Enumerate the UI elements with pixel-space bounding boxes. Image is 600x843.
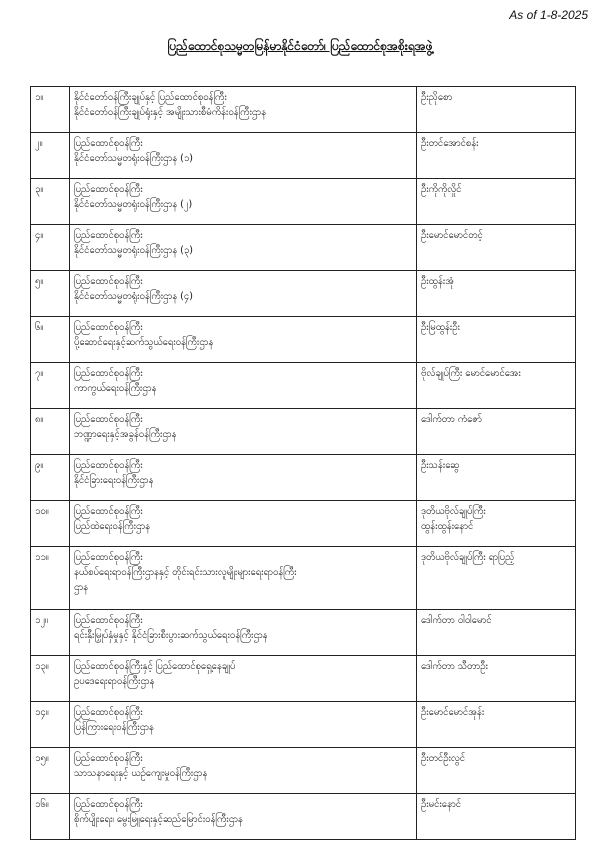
office-line: နိုင်ငံခြားရေးဝန်ကြီးဌာန [74, 475, 154, 486]
office-line: နိုင်ငံတော်သမ္မတရုံးဝန်ကြီးဌာန (၃) [74, 245, 193, 256]
minister-name: ဦးတင်ဦးလွင် [421, 753, 466, 764]
office-line: ဥပဒေရေးရာဝန်ကြီးဌာန [74, 676, 155, 687]
row-number: ၅။ [31, 271, 70, 317]
table-row [31, 271, 576, 317]
office-line: နိုင်ငံတော်သမ္မတရုံးဝန်ကြီးဌာန (၄) [74, 291, 193, 302]
row-number: ၂။ [31, 133, 70, 179]
minister-name-cell [417, 133, 576, 179]
minister-name-cell [417, 271, 576, 317]
minister-name-cell [417, 501, 576, 547]
minister-name-cell [417, 702, 576, 748]
minister-name-cell [417, 455, 576, 501]
table-row [31, 656, 576, 702]
minister-name-cell [417, 656, 576, 702]
minister-name: ဦးထွန်းအုံ [421, 276, 454, 287]
as-of-date: As of 1-8-2025 [509, 8, 588, 22]
table-row [31, 409, 576, 455]
row-number: ၉။ [31, 455, 70, 501]
office-line: ပြည်ထောင်စုဝန်ကြီး [74, 460, 143, 471]
row-number: ၁။ [31, 87, 70, 133]
office-line: နယ်စပ်ရေးရာဝန်ကြီးဌာနနှင့် တိုင်းရင်းသားလူမျိုးများရေးရာဝန်ကြီး [74, 567, 297, 578]
office-line: ပြည်ထောင်စုဝန်ကြီးနှင့် ပြည်ထောင်စုရှေ့နေချုပ် [74, 661, 236, 672]
table-row [31, 501, 576, 547]
minister-name-cell [417, 317, 576, 363]
row-number: ၈။ [31, 409, 70, 455]
office-line: နိုင်ငံတော်ဝန်ကြီးချုပ်ရုံးနှင့် အမျိုးသားစီမံကိန်းဝန်ကြီးဌာန [74, 107, 266, 118]
office-line: ပြည်ထောင်စုဝန်ကြီး [74, 707, 143, 718]
minister-name-cell [417, 87, 576, 133]
row-number: ၄။ [31, 225, 70, 271]
office-line: ပြည်ထောင်စုဝန်ကြီး [74, 184, 143, 195]
office-line: ဌာန [74, 582, 89, 593]
minister-name: ဦးညိုစော [421, 92, 453, 103]
table-row [31, 547, 576, 610]
minister-name: ထွန်းထွန်းနောင် [421, 521, 474, 532]
table-row [31, 702, 576, 748]
office-line: ရင်းနှီးမြှုပ်နှံမှုနှင့် နိုင်ငံခြားစီးပွားဆက်သွယ်ရေးဝန်ကြီးဌာန [74, 630, 268, 641]
table-row [31, 748, 576, 794]
row-number: ၁၄။ [31, 702, 70, 748]
minister-name-cell [417, 610, 576, 656]
row-number: ၃။ [31, 179, 70, 225]
office-line: ကာကွယ်ရေးဝန်ကြီးဌာန [74, 383, 157, 394]
office-cell [70, 87, 417, 133]
office-line: နိုင်ငံတော်ဝန်ကြီးချုပ်နှင့် ပြည်ထောင်စုဝန်ကြီး [74, 92, 227, 103]
minister-name: ဦးမောင်မောင်တင့် [421, 230, 483, 241]
office-line: ပြည်ထဲရေးဝန်ကြီးဌာန [74, 521, 151, 532]
office-line: ပြည်ထောင်စုဝန်ကြီး [74, 138, 143, 149]
minister-name: ဦးမြထွန်းဦး [421, 322, 460, 333]
row-number: ၇။ [31, 363, 70, 409]
minister-name-cell [417, 225, 576, 271]
row-number: ၁၁။ [31, 547, 70, 610]
office-line: ပြည်ထောင်စုဝန်ကြီး [74, 506, 143, 517]
office-cell [70, 133, 417, 179]
minister-name-cell [417, 179, 576, 225]
row-number: ၁၀။ [31, 501, 70, 547]
minister-name: ဒုတိယဗိုလ်ချုပ်ကြီး [421, 506, 486, 517]
row-number: ၁၃။ [31, 656, 70, 702]
office-cell [70, 317, 417, 363]
minister-name-cell [417, 363, 576, 409]
minister-name: ဒေါက်တာ သီတာဦး [421, 661, 488, 672]
minister-name: ဒေါက်တာ ဝါဝါမောင် [421, 615, 492, 626]
row-number: ၁၂။ [31, 610, 70, 656]
document-title: ပြည်ထောင်စုသမ္မတမြန်မာနိုင်ငံတော်၊ ပြည်ထောင်စုအစိုးရအဖွဲ့ [167, 39, 433, 53]
minister-name: ဦးကိုကိုလှိုင် [421, 184, 462, 195]
office-line: သာသနာရေးနှင့် ယဉ်ကျေးမှုဝန်ကြီးဌာန [74, 768, 208, 779]
minister-name: ဦးသန်းဆွေ [421, 460, 460, 471]
office-line: စိုက်ပျိုးရေး၊ မွေးမြူရေးနှင့်ဆည်မြောင်းဝန်ကြီးဌာန [74, 814, 243, 825]
office-cell [70, 225, 417, 271]
office-line: ပြည်ထောင်စုဝန်ကြီး [74, 552, 143, 563]
office-cell [70, 748, 417, 794]
minister-name: ဒုတိယဗိုလ်ချုပ်ကြီး ရာပြည့် [421, 552, 515, 563]
minister-name: ဦးမောင်မောင်အုန်း [421, 707, 485, 718]
office-line: ပို့ဆောင်ရေးနှင့်ဆက်သွယ်ရေးဝန်ကြီးဌာန [74, 337, 214, 348]
row-number: ၆။ [31, 317, 70, 363]
table-row [31, 794, 576, 840]
minister-name: ဦးတင်အောင်စန်း [421, 138, 479, 149]
office-cell [70, 610, 417, 656]
office-line: ပြည်ထောင်စုဝန်ကြီး [74, 753, 143, 764]
row-number: ၁၆။ [31, 794, 70, 840]
office-cell [70, 656, 417, 702]
office-line: နိုင်ငံတော်သမ္မတရုံးဝန်ကြီးဌာန (၁) [74, 153, 193, 164]
office-line: ပြည်ထောင်စုဝန်ကြီး [74, 322, 143, 333]
office-line: ပြန်ကြားရေးဝန်ကြီးဌာန [74, 722, 154, 733]
office-line: ပြည်ထောင်စုဝန်ကြီး [74, 615, 143, 626]
office-line: နိုင်ငံတော်သမ္မတရုံးဝန်ကြီးဌာန (၂) [74, 199, 193, 210]
table-row [31, 225, 576, 271]
office-line: ပြည်ထောင်စုဝန်ကြီး [74, 414, 143, 425]
table-row [31, 317, 576, 363]
office-line: ပြည်ထောင်စုဝန်ကြီး [74, 276, 143, 287]
office-cell [70, 271, 417, 317]
office-cell [70, 794, 417, 840]
minister-name: ဒေါက်တာ ကံဇော် [421, 414, 482, 425]
table-row [31, 455, 576, 501]
minister-name-cell [417, 794, 576, 840]
minister-name: ဦးမင်းနောင် [421, 799, 462, 810]
table-row [31, 363, 576, 409]
office-cell [70, 363, 417, 409]
office-cell [70, 455, 417, 501]
office-line: ပြည်ထောင်စုဝန်ကြီး [74, 230, 143, 241]
minister-name-cell [417, 547, 576, 610]
office-line: ပြည်ထောင်စုဝန်ကြီး [74, 368, 143, 379]
office-line: ပြည်ထောင်စုဝန်ကြီး [74, 799, 143, 810]
office-line: ဘဏ္ဍာရေးနှင့်အခွန်ဝန်ကြီးဌာန [74, 429, 177, 440]
office-cell [70, 501, 417, 547]
minister-name-cell [417, 748, 576, 794]
row-number: ၁၅။ [31, 748, 70, 794]
table-row [31, 87, 576, 133]
office-cell [70, 547, 417, 610]
table-row [31, 610, 576, 656]
office-cell [70, 702, 417, 748]
minister-name-cell [417, 409, 576, 455]
office-cell [70, 409, 417, 455]
minister-name: ဗိုလ်ချုပ်ကြီး မောင်မောင်အေး [421, 368, 521, 379]
office-cell [70, 179, 417, 225]
cabinet-table [30, 86, 576, 840]
cabinet-table-body [31, 87, 576, 840]
table-row [31, 133, 576, 179]
table-row [31, 179, 576, 225]
